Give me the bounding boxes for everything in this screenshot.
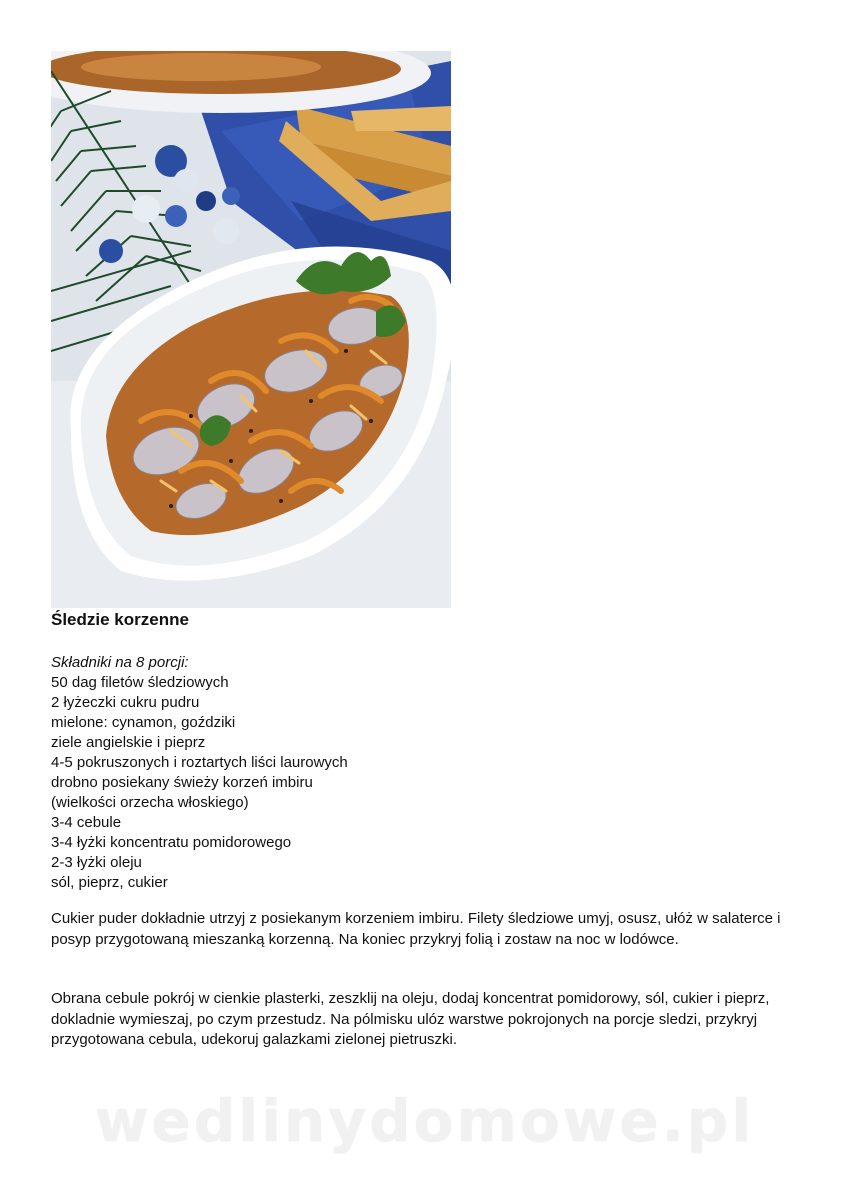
herring-dish-illustration [51, 51, 451, 608]
ingredient-item: 2-3 łyżki oleju [51, 854, 142, 871]
ingredients-section [51, 653, 791, 893]
ingredient-item: (wielkości orzecha włoskiego) [51, 794, 249, 811]
ingredient-item: 3-4 łyżki koncentratu pomidorowego [51, 834, 292, 851]
instruction-paragraph-1: Cukier puder dokładnie utrzyj z posiekanym korzeniem imbiru. Filety śledziowe umyj, osusz, ułóż w salaterce i posyp przygotowaną mieszanką korzenną. Na koniec przykryj folią i zostaw na noc w lodówce. [51, 910, 781, 948]
ingredient-item: 50 dag filetów śledziowych [51, 674, 229, 691]
ingredient-item: ziele angielskie i pieprz [51, 734, 206, 751]
ingredient-item: mielone: cynamon, goździki [51, 714, 236, 731]
ingredient-item: sól, pieprz, cukier [51, 874, 168, 891]
ingredient-item: 2 łyżeczki cukru pudru [51, 694, 200, 711]
ingredient-item: 3-4 cebule [51, 814, 122, 831]
instruction-paragraph-2: Obrana cebule pokrój w cienkie plasterki, zeszklij na oleju, dodaj koncentrat pomidorowy, sól, cukier i pieprz, dokladnie wymieszaj, po czym przestudz. Na pólmisku ulóz warstwe pokrojonych na porcje sledzi, przykryj przygotowana cebula, udekoruj galazkami zielonej pietruszki. [51, 990, 770, 1048]
ingredient-item: drobno posiekany świeży korzeń imbiru [51, 774, 313, 791]
dish-photo [51, 51, 451, 608]
ingredients-heading: Składniki na 8 porcji: [51, 654, 189, 671]
ingredient-item: 4-5 pokruszonych i roztartych liści laurowych [51, 754, 348, 771]
recipe-title: Śledzie korzenne [51, 610, 189, 629]
site-watermark: wedlinydomowe.pl [94, 1087, 755, 1155]
